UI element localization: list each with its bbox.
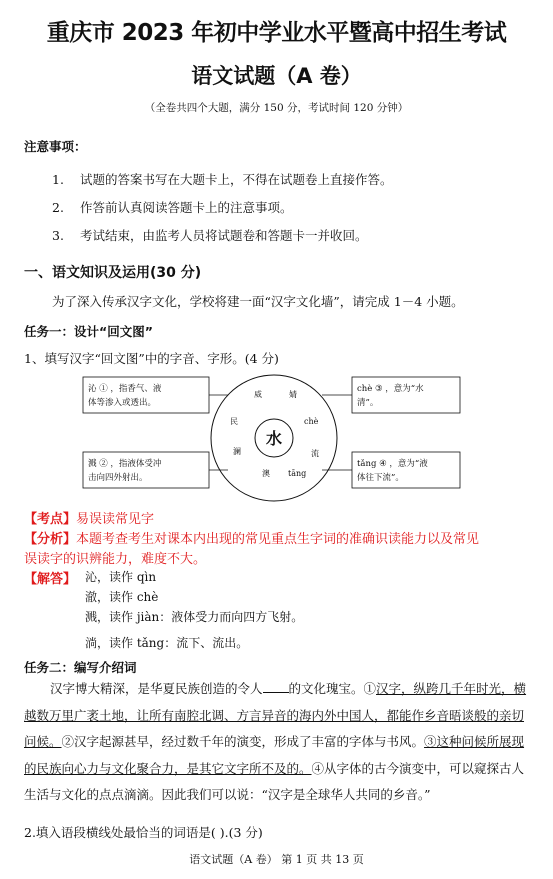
note-item-3: 3. 考试结束，由监考人员将试题卷和答题卡一并收回。 bbox=[52, 228, 368, 243]
exam-note: （全卷共四个大题，满分 150 分，考试时间 120 分钟） bbox=[144, 102, 409, 114]
answer-3: 溅，读作 jiàn：液体受力而向四方飞射。 bbox=[85, 610, 304, 624]
passage-line-1: 汉字博大精深，是华夏民族创造的令人 的文化瑰宝。①汉字，纵跨几千年时光，横 bbox=[50, 681, 527, 696]
jieda-tag: 【解答】 bbox=[24, 572, 77, 587]
ring-char: 流 bbox=[311, 449, 319, 458]
question-1: 1、填写汉字“回文图”中的字音、字形。(4 分) bbox=[24, 351, 279, 366]
page-footer: 语文试题（A 卷） 第 1 页 共 13 页 bbox=[189, 853, 364, 866]
notes-heading: 注意事项： bbox=[24, 139, 87, 154]
ring-pinyin: tāng bbox=[288, 469, 307, 478]
ring-char: 澜 bbox=[233, 447, 241, 456]
box-bottom-left-line2: 击向四外射出。 bbox=[88, 473, 148, 483]
huiwen-diagram bbox=[82, 372, 462, 507]
passage-line-4: 的民族向心力与文化聚合力，是其它文字所不及的。④从字体的古今演变中，可以窥探古人 bbox=[24, 760, 525, 776]
ring-char: 民 bbox=[230, 417, 238, 426]
note-item-2: 2. 作答前认真阅读答题卡上的注意事项。 bbox=[52, 200, 293, 215]
exam-subtitle: 语文试题（A 卷） bbox=[191, 64, 362, 88]
answer-1: 沁，读作 qìn bbox=[85, 570, 157, 584]
box-top-right-line2: 清”。 bbox=[357, 398, 379, 408]
ring-char: 澳 bbox=[262, 469, 270, 478]
fenxi-line-1: 【分析】本题考查考生对课本内出现的常见重点生字词的准确识读能力以及常见 bbox=[24, 532, 480, 547]
section1-intro: 为了深入传承汉字文化，学校将建一面“汉字文化墙”，请完成 1－4 小题。 bbox=[52, 294, 464, 309]
answer-4: 淌，读作 tǎng：流下、流出。 bbox=[85, 636, 249, 650]
ring-char: 婧 bbox=[289, 390, 297, 399]
box-bottom-right-line2: 体往下流”。 bbox=[357, 473, 404, 483]
task1-heading: 任务一：设计“回文图” bbox=[24, 324, 153, 339]
passage bbox=[24, 676, 534, 809]
exam-title: 重庆市 2023 年初中学业水平暨高中招生考试 bbox=[46, 20, 507, 46]
box-top-left-line2: 体等渗入或透出。 bbox=[88, 398, 157, 408]
note-item-1: 1. 试题的答案书写在大题卡上，不得在试题卷上直接作答。 bbox=[52, 172, 393, 187]
kaodian-line: 【考点】易误读常见字 bbox=[24, 512, 155, 527]
question-2: 2.填入语段横线处最恰当的词语是( ).(3 分) bbox=[24, 825, 263, 840]
box-bottom-right-line1: tǎng ④ ，意为“液 bbox=[357, 459, 428, 469]
section1-heading: 一、语文知识及运用(30 分) bbox=[24, 265, 202, 281]
fill-blank bbox=[263, 681, 289, 693]
passage-line-2: 越数万里广袤土地，让所有南腔北调、方言异音的海内外中国人，都能作乡音晤谈般的亲切 bbox=[24, 707, 525, 723]
box-bottom-left-line1: 溅 ② ，指液体受冲 bbox=[88, 459, 162, 469]
passage-line-5: 生活与文化的点点滴滴。因此我们可以说：“汉字是全球华人共同的乡音。” bbox=[24, 787, 431, 802]
box-top-right-line1: chè ③ ，意为“水 bbox=[357, 384, 424, 394]
ring-char: 威 bbox=[254, 390, 262, 399]
center-char: 水 bbox=[265, 429, 283, 448]
box-top-left-line1: 沁 ① ，指香气、液 bbox=[88, 384, 162, 394]
passage-line-3: 问候。②汉字起源甚早，经过数千年的演变，形成了丰富的字体与书风。③这种问候所展现 bbox=[24, 734, 525, 749]
ring-pinyin: chè bbox=[304, 417, 319, 426]
task2-heading: 任务二：编写介绍词 bbox=[24, 660, 137, 675]
fenxi-line-2: 误读字的识辨能力，难度不大。 bbox=[24, 552, 207, 567]
answer-2: 澈，读作 chè bbox=[85, 590, 159, 604]
